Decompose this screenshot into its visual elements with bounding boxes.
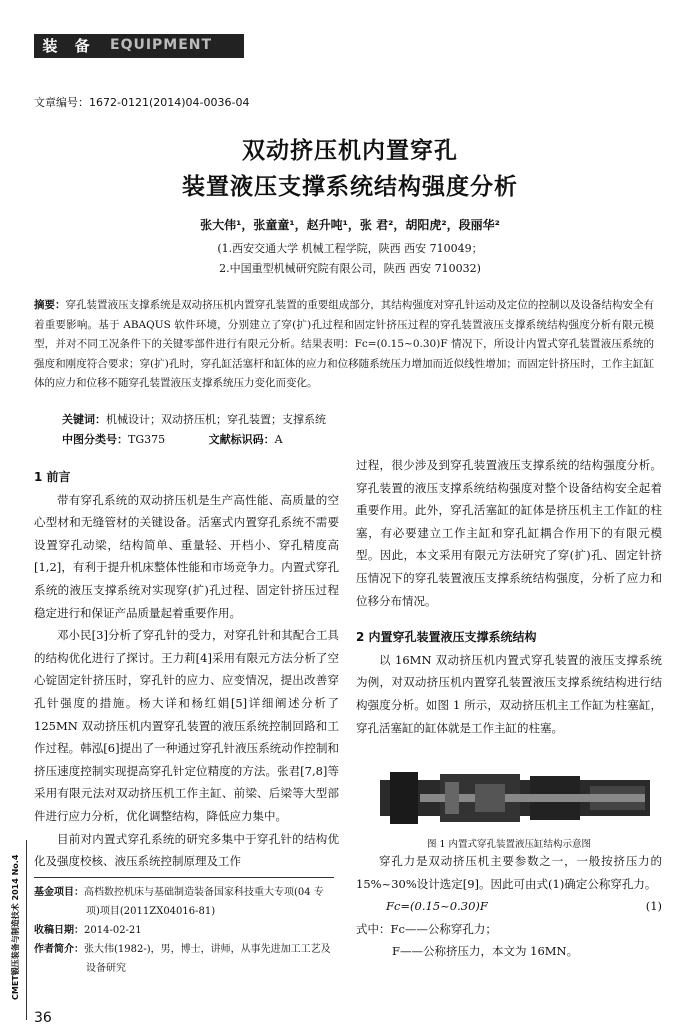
- figure-1-cylinder-diagram: [380, 768, 650, 828]
- left-paragraph-1: 带有穿孔系统的双动挤压机是生产高性能、高质量的空心型材和无缝管材的关键设备。活塞式内置穿孔系统不需要设置穿孔动梁，结构简单、重量轻、开档小、穿孔精度高[1,2]，有利于提升机床整体性能和市场竞争力。内置式穿孔系统的液压支撑系统对实现穿(扩)孔过程、固定针挤压过程稳定进行和保证产品质量起着重要作用。: [34, 492, 339, 620]
- equation-where-1: 式中：Fc——公称穿孔力；: [356, 921, 497, 936]
- equation-text: Fc=(0.15~0.30)F: [386, 899, 488, 914]
- equation-1: [356, 895, 662, 918]
- code-label: 文献标识码：: [208, 433, 275, 446]
- footnote-divider: [34, 877, 334, 878]
- right-column-continued: [356, 850, 662, 963]
- affiliation-1: (1.西安交通大学 机械工程学院，陕西 西安 710049；: [217, 242, 483, 255]
- footnote-date: [34, 921, 334, 940]
- left-column: [34, 466, 339, 873]
- right-paragraph-2: 以 16MN 双动挤压机内置式穿孔装置的液压支撑系统为例，对双动挤压机内置穿孔装置液压支撑系统结构进行结构强度分析。如图 1 所示，双动挤压机主工作缸为柱塞缸，穿孔活塞缸的缸体就是工作主缸的柱塞。: [356, 652, 662, 735]
- abstract-label: 摘要：: [34, 299, 66, 311]
- left-paragraph-3: 目前对内置式穿孔系统的研究多集中于穿孔针的结构优化及强度校核、液压系统控制原理及工作: [34, 831, 339, 869]
- author-text: 张大伟(1982-)，男，博士，讲师，从事先进加工工艺及设备研究: [84, 944, 331, 974]
- section-badge-english: EQUIPMENT: [110, 37, 213, 53]
- right-column: [356, 454, 662, 739]
- abstract: [34, 296, 654, 394]
- equation-number: (1): [645, 899, 662, 914]
- footnotes: [34, 883, 334, 978]
- section-2-title: 2 内置穿孔装置液压支撑系统结构: [356, 630, 537, 645]
- section-1-title: 1 前言: [34, 470, 71, 484]
- margin-rule: [26, 840, 27, 1020]
- class-number: TG375: [128, 433, 166, 446]
- footnote-fund: [34, 883, 334, 921]
- figure-1-caption: 图 1 内置式穿孔装置液压缸结构示意图: [426, 839, 592, 850]
- classification: [62, 431, 283, 447]
- article-number: 文章编号：1672-0121(2014)04-0036-04: [34, 96, 250, 109]
- author-label: 作者简介：: [34, 944, 84, 955]
- title-line-1: 双动挤压机内置穿孔: [242, 138, 458, 164]
- date-text: 2014-02-21: [84, 925, 142, 936]
- section-badge: 装 备: [42, 37, 96, 55]
- fund-text: 高档数控机床与基础制造装备国家科技重大专项(04 专项)项目(2011ZX04016-81): [84, 887, 324, 917]
- keywords-text: 机械设计；双动挤压机；穿孔装置；支撑系统: [106, 413, 326, 426]
- class-label: 中图分类号：: [62, 433, 128, 446]
- authors: 张大伟¹，张童童¹，赵升吨¹，张 君²，胡阳虎²，段丽华²: [200, 218, 500, 232]
- fund-label: 基金项目：: [34, 887, 84, 898]
- left-paragraph-2: 邓小民[3]分析了穿孔针的受力，对穿孔针和其配合工具的结构优化进行了探讨。王力莉[4]采用有限元方法分析了空心锭固定针挤压时，穿孔针的应力、应变情况，提出改善穿孔针强度的措施。杨大详和杨红娟[5]详细阐述分析了 125MN 双动挤压机内置穿孔装置的液压系统控制回路和工作过程。韩泓[6]提出了一种通过穿孔针液压系统动作控制和挤压速度控制实现提高穿孔针定位精度的方法。张君[7,8]等采用有限元法对双动挤压机工作主缸、前梁、后梁等大型部件进行应力分析，优化调整结构，降低应力集中。: [34, 628, 339, 823]
- page-number: 36: [34, 1010, 52, 1026]
- title-line-2: 装置液压支撑系统结构强度分析: [182, 174, 518, 200]
- abstract-text: 穿孔装置液压支撑系统是双动挤压机内置穿孔装置的重要组成部分，其结构强度对穿孔针运动及定位的控制以及设备结构安全有着重要影响。基于 ABAQUS 软件环境，分别建立了穿(扩)孔过程和固定针挤压过程的穿孔装置液压支撑系统结构强度分析有限元模型，并对不同工况条件下的关键零部件进行有限元分析。结果表明：Fc=(0.15~0.30)F 情况下，所设计内置式穿孔装置液压系统的强度和刚度符合要求；穿(扩)孔时，穿孔缸活塞杆和缸体的应力和位移随系统压力增加而近似线性增加；而固定针挤压时，工作主缸缸体的应力和位移不随穿孔装置液压支撑系统压力变化而变化。: [34, 299, 655, 389]
- date-label: 收稿日期：: [34, 925, 84, 936]
- journal-side-label: CMET锻压装备与制造技术 2014 No.4: [11, 854, 20, 1000]
- footnote-author: [34, 940, 334, 978]
- equation-where-2: F——公称挤压力，本文为 16MN。: [392, 944, 579, 959]
- right-paragraph-3: 穿孔力是双动挤压机主要参数之一，一般按挤压力的 15%~30%设计选定[9]。因此可由式(1)确定公称穿孔力。: [356, 854, 662, 891]
- keywords-label: 关键词：: [62, 413, 106, 426]
- code-value: A: [274, 433, 283, 446]
- keywords: [62, 411, 326, 427]
- affiliation-2: 2.中国重型机械研究院有限公司，陕西 西安 710032): [219, 262, 481, 275]
- right-paragraph-1: 过程，很少涉及到穿孔装置液压支撑系统的结构强度分析。穿孔装置的液压支撑系统结构强度对整个设备结构安全起着重要作用。此外，穿孔活塞缸的缸体是挤压机主工作缸的柱塞，有必要建立工作主缸和穿孔缸耦合作用下的有限元模型。因此，本文采用有限元方法研究了穿(扩)孔、固定针挤压情况下的穿孔装置液压支撑系统结构强度，分析了应力和位移分布情况。: [356, 458, 662, 608]
